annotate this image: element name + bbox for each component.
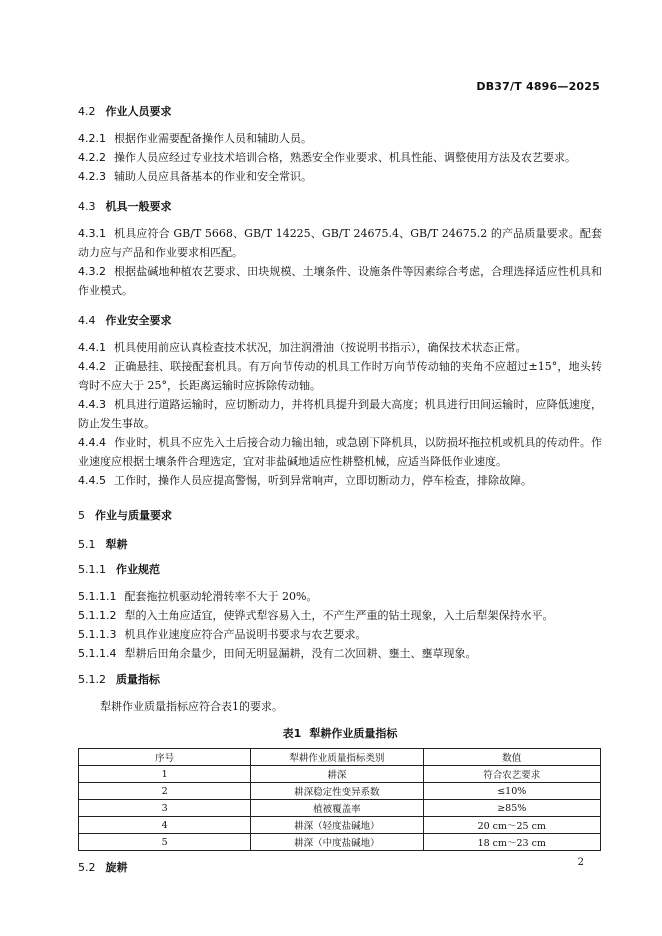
section-number: 5.2	[78, 861, 96, 874]
section-heading-4-4	[78, 313, 602, 329]
table-cell: 2	[79, 783, 251, 800]
clause-text: 配套拖拉机驱动轮滑转率不大于 20%。	[124, 590, 318, 603]
clause-number: 4.4.4	[78, 436, 106, 449]
section-number: 5.1.2	[78, 673, 106, 686]
table-header-cell: 犁耕作业质量指标类别	[251, 749, 423, 766]
clause-number: 5.1.1.4	[78, 647, 117, 660]
table-intro-paragraph: 犁耕作业质量指标应符合表1的要求。	[100, 700, 283, 713]
section-heading-5-1-2	[78, 672, 602, 688]
clause-text: 机具进行道路运输时，应切断动力，并将机具提升到最大高度；机具进行田间运输时，应降低速度，防止发生事故。	[78, 398, 602, 430]
clause-number: 4.4.3	[78, 398, 106, 411]
table-cell: 耕深（中度盐碱地）	[251, 834, 423, 851]
section-title: 作业安全要求	[105, 314, 172, 327]
clause-number: 5.1.1.1	[78, 590, 117, 603]
section-heading-5-1	[78, 537, 602, 553]
table-cell: ≥85%	[423, 800, 601, 817]
section-title: 犁耕	[105, 538, 128, 551]
section-title: 作业与质量要求	[95, 509, 172, 522]
table-row	[79, 766, 601, 783]
clause-4-3-1	[78, 224, 602, 262]
table-cell: 20 cm～25 cm	[423, 817, 601, 834]
table-cell: 符合农艺要求	[423, 766, 601, 783]
clause-4-2-3	[78, 167, 602, 186]
clause-text: 机具应符合 GB/T 5668、GB/T 14225、GB/T 24675.4、GB/T 24675.2 的产品质量要求。配套动力应与产品和作业要求相匹配。	[78, 227, 602, 259]
section-number: 4.3	[78, 200, 96, 213]
clause-number: 4.4.1	[78, 341, 106, 354]
clause-number: 4.2.3	[78, 170, 106, 183]
table-header-cell: 序号	[79, 749, 251, 766]
table-cell: 4	[79, 817, 251, 834]
clause-number: 5.1.1.3	[78, 628, 117, 641]
clause-number: 4.3.2	[78, 265, 106, 278]
table-caption-number: 表1	[282, 727, 302, 740]
clause-text: 作业时，机具不应先入土后接合动力输出轴，或急剧下降机具，以防损坏拖拉机或机具的传动件。作业速度应根据土壤条件合理选定，宜对非盐碱地适应性耕整机械，应适当降低作业速度。	[78, 436, 602, 468]
clause-number: 4.2.2	[78, 151, 106, 164]
chapter-heading-5	[78, 508, 602, 524]
standard-code: DB37/T 4896—2025	[476, 80, 600, 93]
clause-number: 4.2.1	[78, 132, 106, 145]
clause-text: 根据作业需要配备操作人员和辅助人员。	[114, 132, 312, 145]
section-title: 作业人员要求	[105, 105, 172, 118]
table-row	[79, 834, 601, 851]
document-body	[78, 104, 602, 876]
section-heading-4-3	[78, 199, 602, 215]
table-cell: 植被覆盖率	[251, 800, 423, 817]
table-cell: ≤10%	[423, 783, 601, 800]
table-cell: 耕深稳定性变异系数	[251, 783, 423, 800]
quality-table	[78, 748, 601, 851]
clause-text: 辅助人员应具备基本的作业和安全常识。	[114, 170, 312, 183]
clause-text: 正确悬挂、联接配套机具。有万向节传动的机具工作时万向节传动轴的夹角不应超过±15°，地头转弯时不应大于 25°，长距离运输时应拆除传动轴。	[78, 360, 602, 392]
section-heading-5-1-1	[78, 562, 602, 578]
clause-text: 根据盐碱地种植农艺要求、田块规模、土壤条件、设施条件等因素综合考虑，合理选择适应性机具和作业模式。	[78, 265, 602, 297]
section-heading-5-2	[78, 860, 602, 876]
clause-4-4-5	[78, 471, 602, 490]
clause-number: 4.4.2	[78, 360, 106, 373]
table-header-row	[79, 749, 601, 766]
section-number: 5.1.1	[78, 563, 106, 576]
section-number: 4.4	[78, 314, 96, 327]
section-number: 5.1	[78, 538, 96, 551]
clause-text: 机具作业速度应符合产品说明书要求与农艺要求。	[124, 628, 367, 641]
table-row	[79, 817, 601, 834]
clause-5-1-1-1	[78, 587, 602, 606]
clause-5-1-1-2	[78, 606, 602, 625]
clause-number: 4.3.1	[78, 227, 106, 240]
table-row	[79, 800, 601, 817]
table-row	[79, 783, 601, 800]
section-title: 旋耕	[105, 861, 128, 874]
section-title: 机具一般要求	[105, 200, 172, 213]
section-heading-4-2	[78, 104, 602, 120]
section-number: 5	[78, 509, 85, 522]
table-caption-title: 犁耕作业质量指标	[309, 727, 398, 740]
clause-number: 5.1.1.2	[78, 609, 117, 622]
clause-4-4-1	[78, 338, 602, 357]
clause-text: 犁耕后田角余量少，田间无明显漏耕，没有二次回耕、壅土、壅草现象。	[124, 647, 477, 660]
clause-text: 犁的入土角应适宜，使铧式犁容易入土，不产生严重的钻土现象，入土后犁架保持水平。	[124, 609, 554, 622]
table-header-cell: 数值	[423, 749, 601, 766]
clause-4-2-1	[78, 129, 602, 148]
page-number: 2	[577, 857, 584, 868]
clause-4-4-2	[78, 357, 602, 395]
table-cell: 耕深	[251, 766, 423, 783]
clause-text: 机具使用前应认真检查技术状况，加注润滑油（按说明书指示），确保技术状态正常。	[114, 341, 527, 354]
clause-4-3-2	[78, 262, 602, 300]
clause-text: 操作人员应经过专业技术培训合格，熟悉安全作业要求、机具性能、调整使用方法及农艺要求。	[114, 151, 576, 164]
clause-number: 4.4.5	[78, 474, 106, 487]
clause-text: 工作时，操作人员应提高警惕，听到异常响声，立即切断动力，停车检查，排除故障。	[114, 474, 532, 487]
clause-5-1-1-4	[78, 644, 602, 663]
table-cell: 5	[79, 834, 251, 851]
clause-5-1-1-3	[78, 625, 602, 644]
table-caption	[78, 726, 602, 742]
clause-4-4-3	[78, 395, 602, 433]
table-cell: 3	[79, 800, 251, 817]
clause-4-2-2	[78, 148, 602, 167]
section-title: 质量指标	[116, 673, 160, 686]
section-number: 4.2	[78, 105, 96, 118]
table-cell: 1	[79, 766, 251, 783]
clause-4-4-4	[78, 433, 602, 471]
table-cell: 耕深（轻度盐碱地）	[251, 817, 423, 834]
section-title: 作业规范	[116, 563, 160, 576]
table-cell: 18 cm～23 cm	[423, 834, 601, 851]
